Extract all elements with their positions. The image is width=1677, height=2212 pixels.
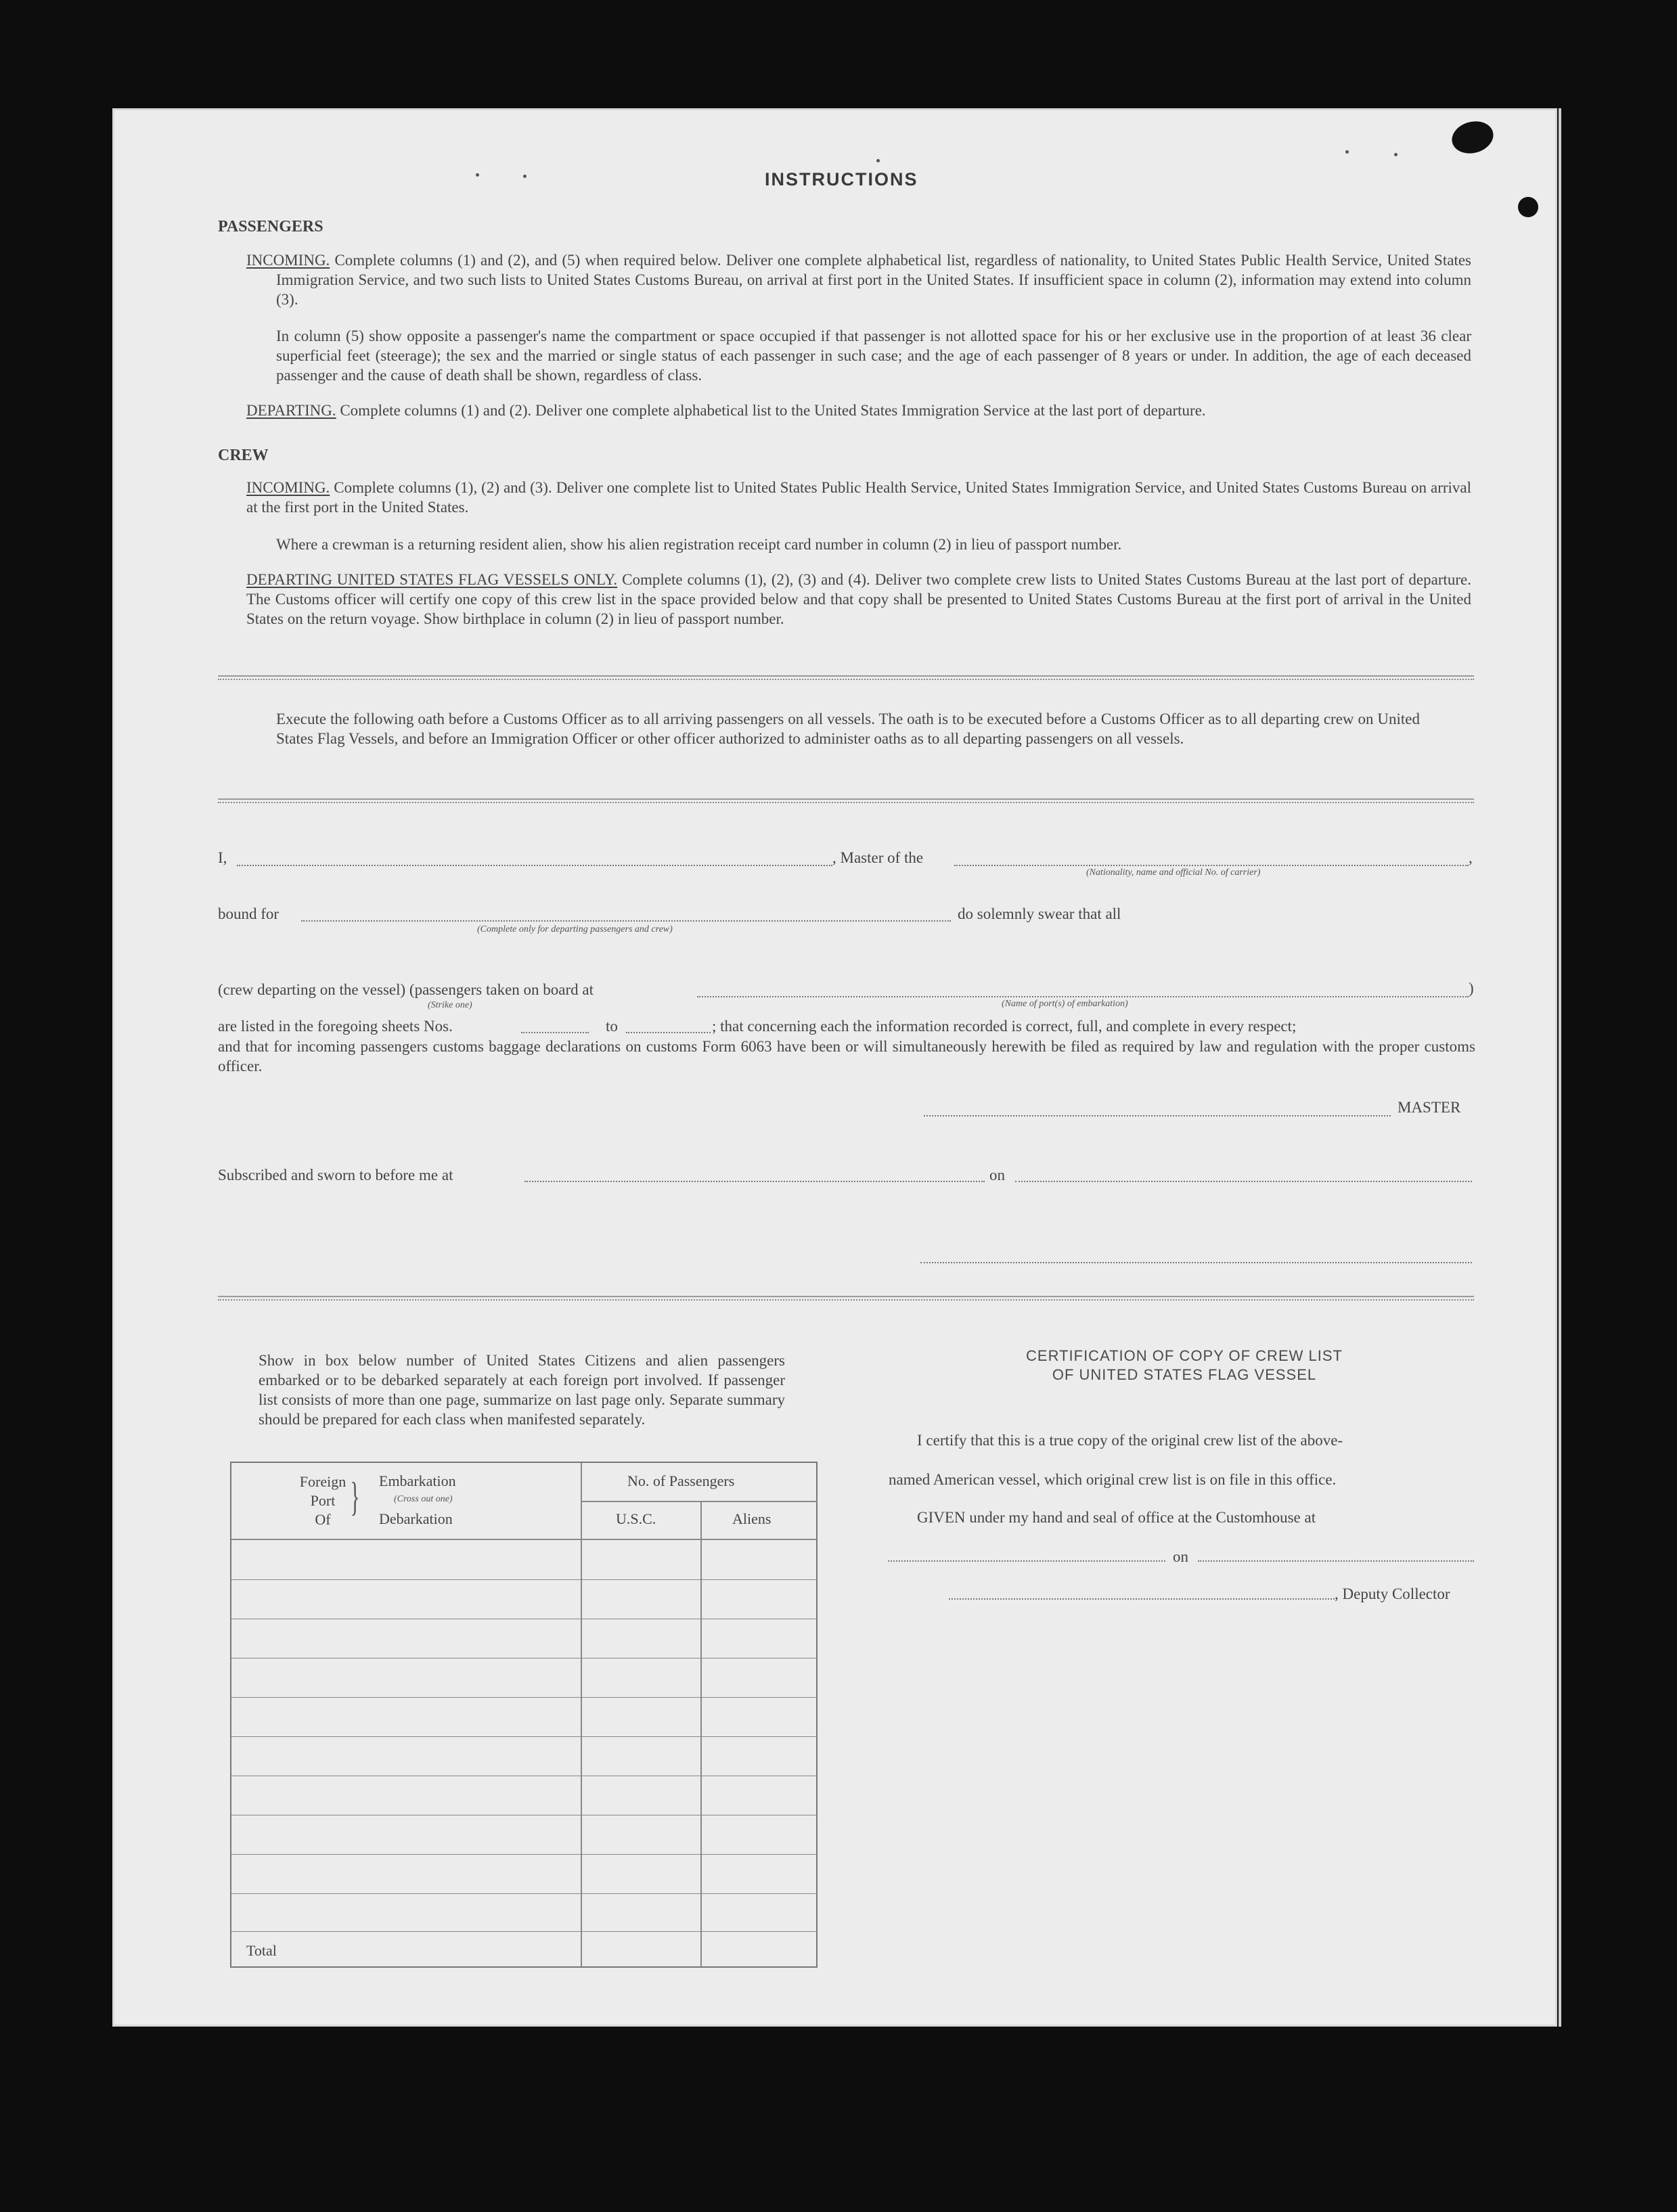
passengers-departing-text: Complete columns (1) and (2). Deliver one complete alphabetical list to the United States Immigration Service at the last port of departure. [340, 402, 1206, 419]
crew-incoming-paragraph [246, 478, 1471, 517]
crew-departing-paragraph [246, 570, 1471, 629]
bound-for-label: bound for [218, 905, 280, 922]
oath-intro-paragraph: Execute the following oath before a Customs Officer as to all arriving passengers on all vessels. The oath is to be executed before a Customs Officer as to all departing crew on United States Flag Vessels, and before an Immigration Officer or other officer authorized to administer oaths as to all departing passengers on all vessels. [276, 710, 1420, 747]
oath-i-label: I, [218, 849, 227, 866]
deputy-signature-field[interactable] [949, 1598, 1335, 1600]
no-of-passengers-header: No. of Passengers [627, 1472, 735, 1489]
page-title: INSTRUCTIONS [765, 169, 918, 189]
officer-signature-field[interactable] [920, 1262, 1472, 1263]
row-line [231, 1579, 816, 1580]
crew-heading: CREW [218, 447, 269, 464]
speck [876, 159, 880, 162]
speck [1394, 153, 1398, 156]
passengers-departing-paragraph [246, 401, 1471, 420]
cross-out-hint: (Cross out one) [394, 1494, 453, 1504]
certification-heading-line2: OF UNITED STATES FLAG VESSEL [1052, 1366, 1317, 1383]
embarkation-label: Embarkation [379, 1472, 456, 1489]
master-name-field[interactable] [237, 865, 832, 866]
bound-for-field[interactable] [301, 920, 951, 922]
ink-dot [1518, 197, 1538, 217]
crew-resident-paragraph: Where a crewman is a returning resident alien, show his alien registration receipt card number in column (2) in lieu of passport number. [276, 536, 1122, 553]
certification-heading-line1: CERTIFICATION OF COPY OF CREW LIST [1026, 1347, 1343, 1364]
of-label: Of [315, 1511, 331, 1528]
listed-prefix: are listed in the foregoing sheets Nos. [218, 1018, 453, 1035]
to-label: to [606, 1018, 618, 1035]
listed-rest: and that for incoming passengers customs baggage declarations on customs Form 6063 have been or will simultaneously herewith be filed as required by law and regulation with the proper customs officer. [218, 1038, 1475, 1075]
passengers-incoming-text: Complete columns (1) and (2), and (5) when required below. Deliver one complete alphabetical list, regardless of nationality, to United States Public Health Service, United States Immigration Service, and two such lists to United States Customs Bureau, on arrival at first port in the United States. If insufficient space in column (2), information may extend into column (3). [276, 252, 1471, 308]
crew-incoming-text: Complete columns (1), (2) and (3). Deliver one complete list to United States Public Health Service, United States Immigration Service, and United States Customs Bureau on arrival at the first port in the United States. [246, 479, 1471, 516]
swear-label: do solemnly swear that all [958, 905, 1121, 922]
summary-instruction: Show in box below number of United States Citizens and alien passengers embarked or to be debarked separately at each foreign port involved. If passenger list consists of more than one page, summarize on last page only. Separate summary should be prepared for each class when manifested separately. [259, 1352, 785, 1428]
subscribed-label: Subscribed and sworn to before me at [218, 1167, 453, 1183]
sheet-from-field[interactable] [521, 1032, 589, 1033]
header-bottom [231, 1539, 816, 1540]
row-line [231, 1893, 816, 1894]
passengers-heading: PASSENGERS [218, 218, 323, 235]
speck [1345, 150, 1349, 154]
vessel-field[interactable] [954, 865, 1469, 866]
certify-on-label: on [1173, 1548, 1188, 1565]
crew-departing-label: (crew departing on the vessel) (passengers taken on board at [218, 981, 594, 998]
divider-rule [218, 1296, 1474, 1301]
sworn-on-label: on [989, 1167, 1005, 1183]
port-label: Port [310, 1492, 336, 1509]
close-paren: ) [1469, 980, 1474, 997]
crew-departing-label: DEPARTING UNITED STATES FLAG VESSELS ONLY. [246, 571, 618, 588]
page-edge [1559, 108, 1561, 2027]
foreign-label: Foreign [299, 1473, 346, 1490]
master-signature-field[interactable] [924, 1115, 1391, 1116]
col-divider [700, 1501, 702, 1966]
passengers-departing-label: DEPARTING. [246, 402, 336, 419]
master-of-label: , Master of the [832, 849, 924, 866]
certify-date-field[interactable] [1198, 1560, 1474, 1562]
debarkation-label: Debarkation [379, 1510, 453, 1527]
header-divider [581, 1501, 818, 1502]
speck [476, 173, 479, 177]
passengers-incoming-label: INCOMING. [246, 252, 330, 269]
divider-rule [218, 798, 1474, 803]
customhouse-field[interactable] [888, 1560, 1165, 1562]
foreign-port-header [299, 1472, 346, 1529]
certify-line1: I certify that this is a true copy of the original crew list of the above- [917, 1432, 1343, 1449]
row-line [231, 1697, 816, 1698]
aliens-header: Aliens [732, 1510, 772, 1527]
passenger-summary-table [230, 1462, 818, 1968]
crew-incoming-label: INCOMING. [246, 479, 330, 496]
certification-heading [880, 1347, 1489, 1384]
certify-line2: named American vessel, which original crew list is on file in this office. [889, 1471, 1337, 1488]
strike-hint: (Strike one) [428, 1000, 472, 1010]
sworn-place-field[interactable] [524, 1181, 985, 1182]
comma-label: , [1469, 849, 1473, 866]
crew-departing-text: Complete columns (1), (2), (3) and (4). Deliver two complete crew lists to United States Customs Bureau at the last port of departure. The Customs officer will certify one copy of this crew list in the space provided below and that copy shall be presented to United States Customs Bureau at the first port of arrival in the United States on the return voyage. Show birthplace in column (2) in lieu of passport number. [246, 571, 1472, 627]
passengers-incoming-paragraph [246, 250, 1471, 309]
deputy-collector-label: , Deputy Collector [1335, 1585, 1450, 1602]
brace-icon: } [350, 1474, 360, 1519]
nationality-hint: (Nationality, name and official No. of carrier) [1086, 867, 1261, 878]
sworn-date-field[interactable] [1015, 1181, 1472, 1182]
speck [523, 175, 527, 178]
listed-suffix: ; that concerning each the information recorded is correct, full, and complete in every respect; [712, 1018, 1297, 1035]
bound-hint: (Complete only for departing passengers and crew) [477, 924, 673, 934]
row-line [231, 1736, 816, 1737]
master-label: MASTER [1398, 1099, 1461, 1116]
port-hint: (Name of port(s) of embarkation) [1002, 999, 1128, 1009]
row-line [231, 1854, 816, 1855]
row-line [231, 1931, 816, 1932]
total-label: Total [246, 1942, 277, 1959]
column5-paragraph: In column (5) show opposite a passenger's name the compartment or space occupied if that passenger is not allotted space for his or her exclusive use in the proportion of at least 36 clear superficial feet (steerage); the sex and the married or single status of each passenger in such case; and the age of each passenger of 8 years or under. In addition, the age of each deceased passenger and the cause of death shall be shown, regardless of class. [276, 328, 1471, 384]
certify-line3: GIVEN under my hand and seal of office at the Customhouse at [917, 1509, 1316, 1526]
embarkation-port-field[interactable] [697, 996, 1469, 997]
usc-header: U.S.C. [616, 1510, 656, 1527]
sheet-to-field[interactable] [626, 1032, 711, 1033]
divider-rule [218, 675, 1474, 680]
